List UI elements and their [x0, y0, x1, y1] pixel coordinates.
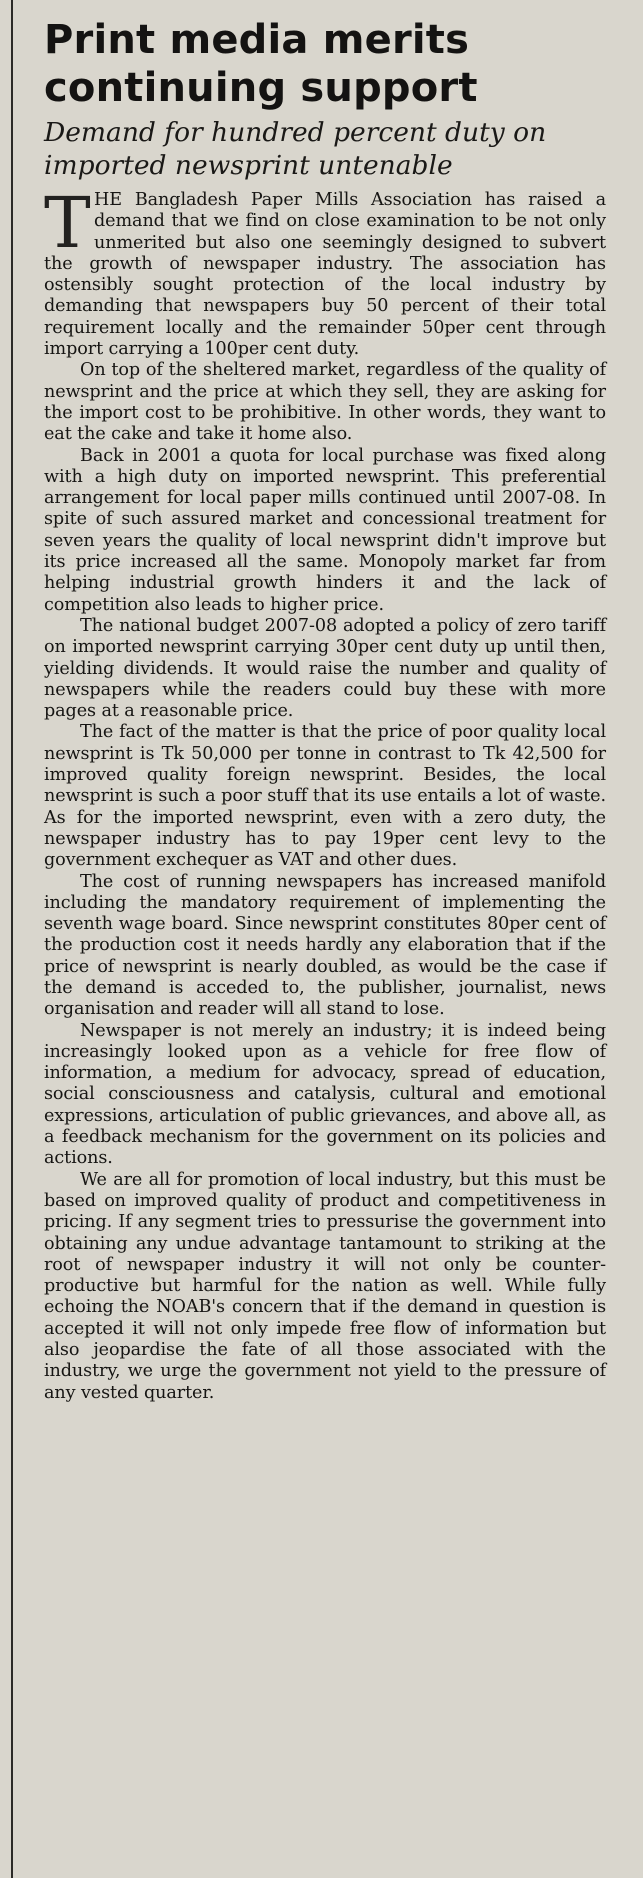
- subheadline: Demand for hundred percent duty on imported newsprint untenable: [44, 117, 547, 181]
- column-rule: [11, 0, 13, 1878]
- drop-cap: T: [44, 182, 91, 264]
- paragraph-7: Newspaper is not merely an industry; it is indeed being increasingly looked upon as a vehicle for free flow of information, a medium for advocacy, spread of education, social consciousness and catalysis, cultural and emotional expressions, articulation of public grievances, and above all, as a feedback mechanism for the government on its policies and actions.: [44, 1020, 606, 1169]
- paragraph-4: The national budget 2007-08 adopted a policy of zero tariff on imported newsprint carrying 30per cent duty up until then, yielding dividends. It would raise the number and quality of newspapers while the readers could buy these with more pages at a reasonable price.: [44, 615, 606, 722]
- headline: Print media merits continuing support: [44, 17, 478, 111]
- article-body: [44, 182, 606, 1404]
- paragraph-1-text: HE Bangladesh Paper Mills Association has raised a demand that we find on close examination to be not only unmerited but also one seemingly designed to subvert the growth of newspaper industry. The association has ostensibly sought protection of the local industry by demanding that newspapers buy 50 percent of their total requirement locally and the remainder 50per cent through import carrying a 100per cent duty.: [44, 190, 606, 360]
- paragraph-2: On top of the sheltered market, regardless of the quality of newsprint and the price at which they sell, they are asking for the import cost to be prohibitive. In other words, they want to eat the cake and take it home also.: [44, 360, 606, 445]
- paragraph-3: Back in 2001 a quota for local purchase was fixed along with a high duty on imported newsprint. This preferential arrangement for local paper mills continued until 2007-08. In spite of such assured market and concessional treatment for seven years the quality of local newsprint didn't improve but its price increased all the same. Monopoly market far from helping industrial growth hinders it and the lack of competition also leads to higher price.: [44, 445, 606, 615]
- paragraph-1: [44, 182, 606, 360]
- paragraph-6: The cost of running newspapers has increased manifold including the mandatory requirement of implementing the seventh wage board. Since newsprint constitutes 80per cent of the production cost it needs hardly any elaboration that if the price of newsprint is nearly doubled, as would be the case if the demand is acceded to, the publisher, journalist, news organisation and reader will all stand to lose.: [44, 871, 606, 1020]
- editorial-article: [44, 16, 606, 1404]
- paragraph-8: We are all for promotion of local industry, but this must be based on improved quality of product and competitiveness in pricing. If any segment tries to pressurise the government into obtaining any undue advantage tantamount to striking at the root of newspaper industry it will not only be counter-productive but harmful for the nation as well. While fully echoing the NOAB's concern that if the demand in question is accepted it will not only impede free flow of information but also jeopardise the fate of all those associated with the industry, we urge the government not yield to the pressure of any vested quarter.: [44, 1169, 606, 1403]
- paragraph-5: The fact of the matter is that the price of poor quality local newsprint is Tk 50,000 per tonne in contrast to Tk 42,500 for improved quality foreign newsprint. Besides, the local newsprint is such a poor stuff that its use entails a lot of waste. As for the imported newsprint, even with a zero duty, the newspaper industry has to pay 19per cent levy to the government exchequer as VAT and other dues.: [44, 722, 606, 871]
